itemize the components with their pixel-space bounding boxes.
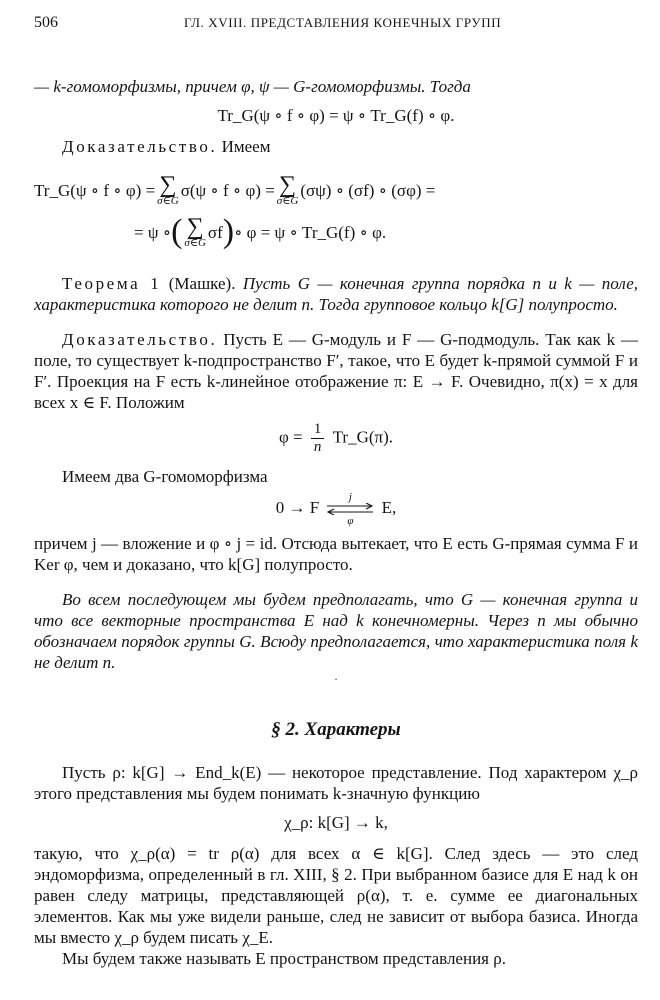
phi-lhs: φ = [278, 427, 303, 447]
proof2-text [34, 329, 638, 413]
character-formula: χ_ρ: k[G] → k, [284, 813, 388, 832]
phi-definition [34, 421, 638, 456]
proof1-intro [34, 136, 638, 157]
running-head: ГЛ. XVIII. ПРЕДСТАВЛЕНИЯ КОНЕЧНЫХ ГРУПП [184, 15, 502, 30]
arrow-label-j: j [348, 491, 352, 503]
equation-line-1 [34, 169, 638, 211]
sequence-right: E, [381, 497, 397, 517]
theorem-1 [34, 273, 638, 315]
proof2-conclusion: причем j — вложение и φ ∘ j = id. Отсюда вытекает, что E есть G-прямая сумма F и Ker φ, чем и доказано, что k[G] полупросто. [34, 534, 638, 574]
sum-symbol: ∑ σ∈G [184, 213, 206, 249]
sum-index: σ∈G [157, 194, 179, 207]
double-arrow [325, 491, 375, 527]
lemma-formula: Tr_G(ψ ∘ f ∘ φ) = ψ ∘ Tr_G(f) ∘ φ. [217, 106, 455, 125]
proof1-lead: Имеем [221, 137, 271, 156]
proof1-head: Доказательство. [62, 137, 218, 156]
equation-line-2: = ψ ∘ ( ∑ σ∈G σf ) ∘ φ = ψ ∘ Tr_G(f) ∘ φ. [134, 213, 387, 250]
characters-paragraph-1: Пусть ρ: k[G] → End_k(E) — некоторое представление. Под характером χ_ρ этого представления мы будем понимать k-значную функцию [34, 763, 638, 803]
page-number: 506 [34, 14, 58, 31]
fraction [311, 421, 325, 456]
proof1-equation [34, 169, 638, 253]
characters-paragraph-2: такую, что χ_ρ(α) = tr ρ(α) для всех α ∈ k[G]. След здесь — это след эндоморфизма, определенный в гл. XIII, § 2. При выбранном базисе для E над k он равен следу матрицы, представляющей ρ(α), т. е. сумме ее диагональных элементов. Как мы уже видели раньше, след не зависит от выбора базиса. Иногда мы вместо χ_ρ будем писать χ_E. [34, 844, 638, 947]
lemma-tail: — k-гомоморфизмы, причем φ, ψ — G-гомоморфизмы. Тогда [34, 77, 471, 96]
theorem-statement: Пусть G — конечная группа порядка n и k — поле, характеристика которого не делит n. Тогда групповое кольцо k[G] полупросто. [34, 274, 638, 314]
section-title: § 2. Характеры [271, 719, 401, 740]
sum-symbol: ∑ σ∈G [157, 171, 179, 207]
proof2-head: Доказательство. [62, 330, 218, 349]
fraction-numerator: 1 [311, 421, 325, 439]
theorem-attribution: (Машке). [168, 274, 236, 293]
eq2-inner: σf [207, 222, 223, 242]
sequence-left: 0 → F [275, 497, 320, 517]
eq1-left: Tr_G(ψ ∘ f ∘ φ) = [34, 180, 156, 200]
convention-paragraph: Во всем последующем мы будем предполагать, что G — конечная группа и что все векторные пространства E над k конечномерны. Через n мы обычно обозначаем порядок группы G. Всюду предполагается, что характеристика поля k не делит n. [34, 590, 638, 672]
sum-symbol: ∑ σ∈G [276, 171, 299, 207]
sum-index: σ∈G [184, 236, 206, 249]
characters-paragraph-3: Мы будем также называть E пространством представления ρ. [62, 949, 506, 968]
two-homomorphisms: Имеем два G-гомоморфизма [62, 467, 268, 486]
fraction-denominator: n [313, 439, 322, 455]
sum-index: σ∈G [276, 194, 299, 207]
phi-rhs: Tr_G(π). [332, 427, 394, 447]
center-dot: · [334, 675, 338, 686]
eq1-right: (σψ) ∘ (σf) ∘ (σφ) = [300, 180, 436, 200]
exact-sequence [34, 491, 638, 527]
arrow-label-phi: φ [347, 515, 354, 527]
proof2-body: Пусть E — G-модуль и F — G-подмодуль. Так как k — поле, то существует k-подпространство F′, такое, что E будет k-прямой суммой F и F′. Проекция на F есть k-линейное отображение π: E → F. Очевидно, π(x) = x для всех x ∈ F. Положим [34, 330, 638, 412]
eq2-b: ∘ φ = ψ ∘ Tr_G(f) ∘ φ. [234, 222, 387, 242]
page-header [34, 12, 638, 38]
harpoon-arrows-icon [325, 503, 375, 515]
eq1-mid: σ(ψ ∘ f ∘ φ) = [180, 180, 275, 200]
eq2-a: = ψ ∘ [134, 222, 172, 242]
theorem-label: Теорема 1 [62, 274, 162, 293]
